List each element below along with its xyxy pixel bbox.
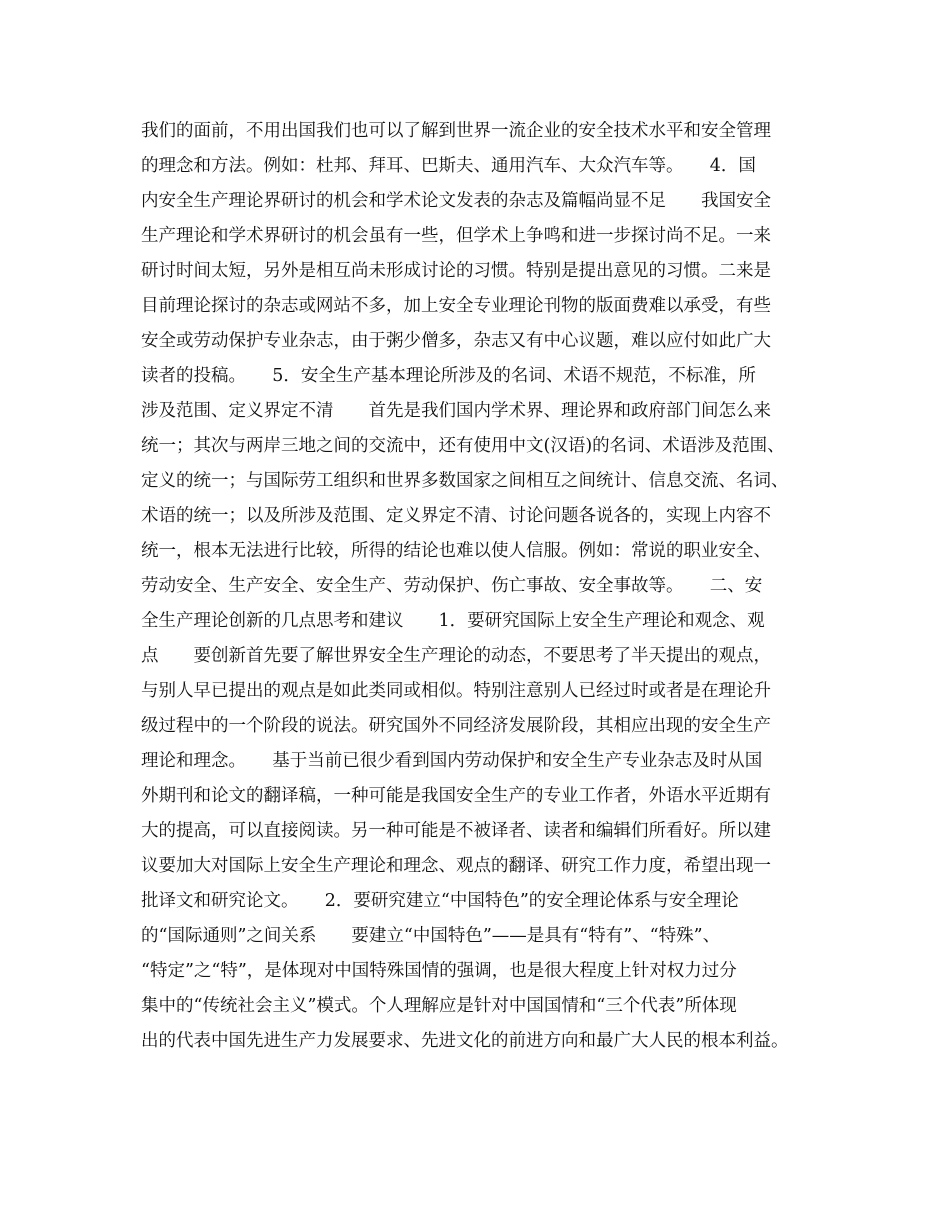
text-line: 议要加大对国际上安全生产理论和理念、观点的翻译、研究工作力度，希望出现一 — [141, 856, 771, 876]
text-line: 外期刊和论文的翻译稿，一种可能是我国安全生产的专业工作者，外语水平近期有 — [141, 786, 771, 806]
text-line: 统一；其次与两岸三地之间的交流中，还有使用中文(汉语)的名词、术语涉及范围、 — [141, 436, 785, 456]
text-line: 劳动安全、生产安全、安全生产、劳动保护、伤亡事故、安全事故等。 二、安 — [141, 576, 763, 596]
text-line: 批译文和研究论文。 2．要研究建立“中国特色”的安全理论体系与安全理论 — [141, 891, 739, 911]
text-line: 大的提高，可以直接阅读。另一种可能是不被译者、读者和编辑们所看好。所以建 — [141, 821, 771, 841]
text-line: 点 要创新首先要了解世界安全生产理论的动态，不要思考了半天提出的观点， — [141, 646, 771, 666]
text-line: 的理念和方法。例如：杜邦、拜耳、巴斯夫、通用汽车、大众汽车等。 4．国 — [141, 156, 756, 176]
text-line: 与别人早已提出的观点是如此类同或相似。特别注意别人已经过时或者是在理论升 — [141, 681, 771, 701]
text-line: 的“国际通则”之间关系 要建立“中国特色”——是具有“特有”、“特殊”、 — [141, 926, 721, 946]
text-line: 目前理论探讨的杂志或网站不多，加上安全专业理论刊物的版面费难以承受，有些 — [141, 296, 771, 316]
text-line: 涉及范围、定义界定不清 首先是我们国内学术界、理论界和政府部门间怎么来 — [141, 401, 771, 421]
text-line: 全生产理论创新的几点思考和建议 1．要研究国际上安全生产理论和观念、观 — [141, 611, 765, 631]
text-line: 集中的“传统社会主义”模式。个人理解应是针对中国国情和“三个代表”所体现 — [141, 996, 737, 1016]
text-line: 生产理论和学术界研讨的机会虽有一些，但学术上争鸣和进一步探讨尚不足。一来 — [141, 226, 771, 246]
text-line: 出的代表中国先进生产力发展要求、先进文化的前进方向和最广大人民的根本利益。 — [141, 1031, 789, 1051]
text-line: 理论和理念。 基于当前已很少看到国内劳动保护和安全生产专业杂志及时从国 — [141, 751, 763, 771]
text-line: 统一，根本无法进行比较，所得的结论也难以使人信服。例如：常说的职业安全、 — [141, 541, 771, 561]
text-line: 我们的面前，不用出国我们也可以了解到世界一流企业的安全技术水平和安全管理 — [141, 121, 771, 141]
text-line: 研讨时间太短，另外是相互尚未形成讨论的习惯。特别是提出意见的习惯。二来是 — [141, 261, 771, 281]
text-line: 级过程中的一个阶段的说法。研究国外不同经济发展阶段，其相应出现的安全生产 — [141, 716, 771, 736]
text-line: 读者的投稿。 5．安全生产基本理论所涉及的名词、术语不规范，不标准，所 — [141, 366, 756, 386]
text-line: 安全或劳动保护专业杂志，由于粥少僧多，杂志又有中心议题，难以应付如此广大 — [141, 331, 771, 351]
text-line: 术语的统一；以及所涉及范围、定义界定不清、讨论问题各说各的，实现上内容不 — [141, 506, 771, 526]
text-line: 定义的统一；与国际劳工组织和世界多数国家之间相互之间统计、信息交流、名词、 — [141, 471, 789, 491]
text-line: “特定”之“特”，是体现对中国特殊国情的强调，也是很大程度上针对权力过分 — [141, 961, 737, 981]
body-text — [141, 114, 831, 1059]
text-line: 内安全生产理论界研讨的机会和学术论文发表的杂志及篇幅尚显不足 我国安全 — [141, 191, 771, 211]
